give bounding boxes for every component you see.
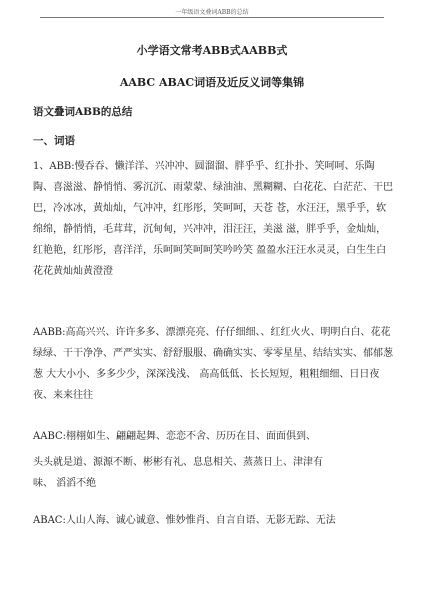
aabc-word-list-end: 味、 滔滔不绝 <box>33 478 97 489</box>
abac-word-list: ABAC:人山人海、诚心诚意、惟妙惟肖、自言自语、无影无踪、无法 <box>33 515 336 526</box>
abb-word-list: 1、ABB:慢吞吞、懒洋洋、兴冲冲、圆溜溜、胖乎乎、红扑扑、笑呵呵、乐陶陶、喜滋滋、静悄悄、雾沉沉、雨蒙蒙、绿油油、黑糊糊、白花花、白茫茫、干巴巴，冷冰冰，黄灿灿，气冲冲，红彤彤，笑呵呵，天苍 苍，水汪汪，黑乎乎，软绵绵，静悄悄，毛茸茸，沉甸甸，兴冲冲，泪汪汪，美滋 滋，胖乎乎，金灿灿，红艳艳，红彤彤，喜洋洋，乐呵呵笑呵呵笑吟吟笑 盈盈水汪汪水灵灵，白生生白花花黄灿灿黄澄澄 <box>33 161 393 277</box>
subsection-heading: 一、词语 <box>33 135 75 147</box>
aabc-word-list-continued: 头头就是道、源源不断、彬彬有礼、息息相关、蒸蒸日上、津津有 <box>33 457 323 468</box>
aabc-word-list: AABC:栩栩如生、翩翩起舞、恋恋不舍、历历在目、面面俱到、 <box>33 431 316 442</box>
section-heading: 语文叠词ABB的总结 <box>33 106 133 118</box>
running-header: 一年级语文叠词ABB的总结 <box>175 9 249 16</box>
header-divider <box>40 17 384 18</box>
aabb-word-list: AABB:高高兴兴、许许多多、漂漂亮亮、仔仔细细、、红红火火、明明白白、花花绿绿、干干净净、严严实实、舒舒服服、确确实实、零零星星、结结实实、郁郁葱葱 大大小小、多多少少，深深浅浅、 高高低低、长长短短，粗粗细细、日日夜夜、来来往往 <box>33 327 393 401</box>
document-subtitle: AABC ABAC词语及近反义词等集锦 <box>119 76 305 89</box>
document-title: 小学语文常考ABB式AABB式 <box>136 44 288 57</box>
